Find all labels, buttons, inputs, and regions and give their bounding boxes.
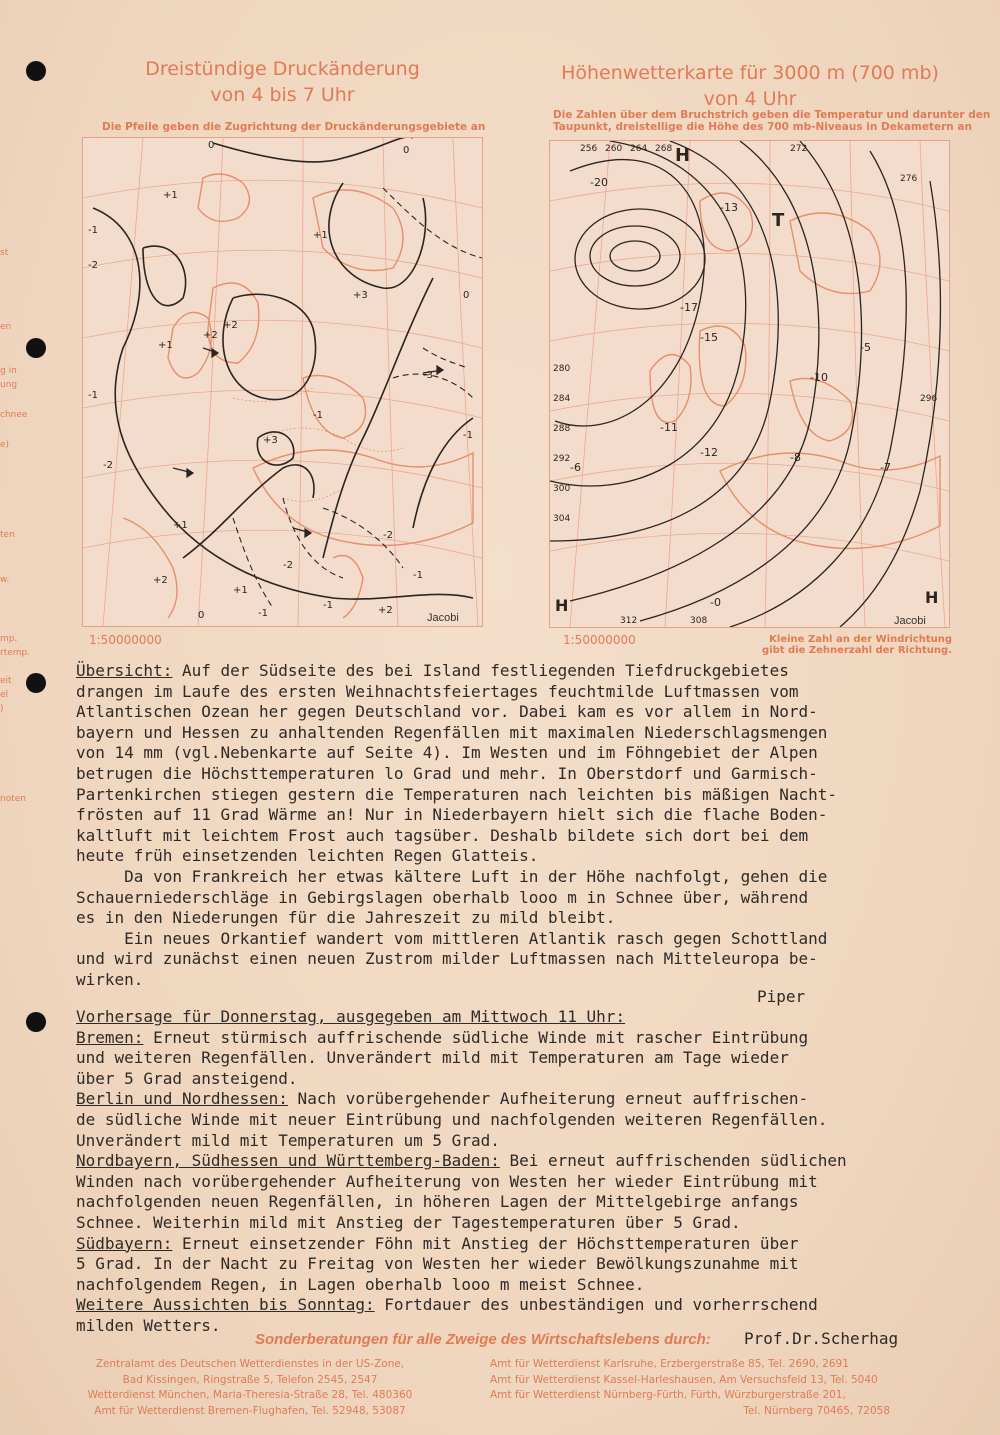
right-map-subtitle-line1: Die Zahlen über dem Bruchstrich geben die Temperatur und darunter den	[553, 109, 991, 121]
margin-note: el	[0, 690, 9, 700]
map-label: -2	[88, 260, 98, 271]
margin-note: en	[0, 322, 12, 332]
right-map-scale: 1:50000000	[563, 633, 636, 647]
map-label: 292	[553, 454, 571, 464]
map-label: 268	[655, 144, 673, 154]
left-map-scale: 1:50000000	[89, 633, 162, 647]
bremen-line: Erneut stürmisch auffrischende südliche Winde mit rascher Eintrübung	[143, 1027, 809, 1047]
pressure-symbols	[555, 145, 938, 615]
suedbayern-heading: Südbayern:	[76, 1233, 173, 1253]
map-label: -2	[283, 560, 293, 571]
map-label: -2	[103, 460, 113, 471]
map-label: -1	[88, 390, 98, 401]
margin-note: rtemp.	[0, 648, 31, 658]
overview-line: es in den Niederungen für die Jahreszeit zu mild bleibt.	[76, 908, 616, 928]
map-label: 264	[630, 144, 648, 154]
map-label: 0	[403, 145, 410, 156]
map-label: +2	[378, 605, 393, 616]
suedbayern-line: nachfolgendem Regen, in Lagen oberhalb looo m meist Schnee.	[76, 1274, 645, 1294]
left-map-credit: Jacobi	[427, 612, 459, 624]
map-label: 304	[553, 514, 571, 524]
map-label: 284	[553, 394, 571, 404]
margin-note: noten	[0, 794, 26, 804]
overview-line: Schauerniederschläge in Gebirgslagen oberhalb looo m in Schnee über, während	[76, 887, 809, 907]
map-label: -20	[590, 176, 608, 189]
punch-hole	[26, 1012, 46, 1032]
right-map-title-line2: von 4 Uhr	[703, 88, 797, 110]
margin-note: )	[0, 704, 4, 714]
high-pressure-symbol: H	[555, 596, 569, 615]
map-label: 260	[605, 144, 623, 154]
map-label: +2	[223, 320, 238, 331]
map-label: +2	[203, 330, 218, 341]
upper-air-map	[549, 140, 950, 628]
map-label: -12	[700, 446, 718, 459]
map-label: 256	[580, 144, 598, 154]
footer-heading: Sonderberatungen für alle Zweige des Wirtschaftslebens durch:	[255, 1331, 711, 1348]
margin-note: e)	[0, 440, 10, 450]
map-label: +2	[153, 575, 168, 586]
high-pressure-symbol: H	[675, 145, 691, 166]
berlin-line: Nach vorübergehender Aufheiterung erneut auffrischen-	[287, 1089, 809, 1109]
height-contours	[550, 141, 940, 627]
map-label: +3	[263, 435, 278, 446]
map-label: 280	[553, 364, 571, 374]
map-label: -15	[700, 331, 718, 344]
margin-note: ung	[0, 380, 18, 390]
map-label: -5	[860, 341, 871, 354]
map-label: +3	[353, 290, 368, 301]
overview-section	[76, 661, 976, 991]
map-label: +1	[173, 520, 188, 531]
dashed-isallobars	[233, 188, 482, 608]
pressure-change-map	[82, 137, 483, 627]
footer-right	[490, 1357, 890, 1419]
map-label: -1	[323, 600, 333, 611]
footer-line: Amt für Wetterdienst Nürnberg-Fürth, Fürth, Würzburgerstraße 201,	[490, 1389, 846, 1401]
overview-line: Ein neues Orkantief wandert vom mittleren Atlantik rasch gegen Schottland	[76, 928, 828, 948]
overview-line: bayern und Hessen zu anhaltenden Regenfällen mit maximalen Niederschlagsmengen	[76, 722, 828, 742]
overview-line: frösten auf 11 Grad Wärme an! Nur in Niederbayern hielt sich die flache Boden-	[76, 805, 828, 825]
map-grid	[83, 138, 482, 626]
margin-note: g in	[0, 366, 17, 376]
nordbayern-line: Schnee. Weiterhin mild mit Anstieg der Tagestemperaturen über 5 Grad.	[76, 1212, 741, 1232]
map-label: -1	[413, 570, 423, 581]
map-labels	[553, 144, 937, 626]
bremen-line: über 5 Grad ansteigend.	[76, 1068, 298, 1088]
coastlines	[123, 174, 473, 618]
footer-line: Tel. Nürnberg 70465, 72058	[743, 1404, 890, 1417]
margin-note: w.	[0, 575, 10, 585]
margin-note: mp.	[0, 634, 18, 644]
forecast-section	[76, 1007, 976, 1337]
outlook-heading: Weitere Aussichten bis Sonntag:	[76, 1295, 375, 1315]
map-label: -8	[790, 451, 801, 464]
punch-hole	[26, 673, 46, 693]
bremen-heading: Bremen:	[76, 1027, 144, 1047]
right-map-note	[720, 634, 952, 656]
punch-hole	[26, 338, 46, 358]
high-pressure-symbol: H	[925, 588, 939, 607]
nordbayern-heading: Nordbayern, Südhessen und Württemberg-Baden:	[76, 1151, 500, 1171]
right-map-note-line1: Kleine Zahl an der Windrichtung	[769, 634, 952, 645]
map-label: 312	[620, 616, 638, 626]
map-label: -0	[710, 596, 721, 609]
overview-line: kaltluft mit leichtem Frost auch tagsüber. Deshalb bildete sich dort bei dem	[76, 825, 809, 845]
outlook-line: milden Wetters.	[76, 1315, 221, 1335]
author-scherhag: Prof.Dr.Scherhag	[744, 1329, 899, 1348]
right-map-subtitle-line2: Taupunkt, dreistellige die Höhe des 700 mb-Niveaus in Dekametern an	[553, 121, 972, 133]
outlook-line: Fortdauer des unbeständigen und vorherrschend	[374, 1295, 818, 1315]
map-label: -2	[383, 530, 393, 541]
berlin-line: Unverändert mild mit Temperaturen um 5 Grad.	[76, 1130, 500, 1150]
overview-line: Atlantischen Ozean her gegen Deutschland vor. Dabei kam es vor allem in Nord-	[76, 702, 818, 722]
right-map-note-line2: gibt die Zehnerzahl der Richtung.	[762, 645, 952, 656]
footer-line: Amt für Wetterdienst Kassel-Harleshausen, Am Versuchsfeld 13, Tel. 5040	[490, 1373, 878, 1386]
right-map-title	[545, 60, 955, 112]
margin-note: ten	[0, 530, 15, 540]
map-label: 308	[690, 616, 708, 626]
low-pressure-symbol: T	[772, 210, 785, 231]
map-label: +1	[158, 340, 173, 351]
bremen-line: und weiteren Regenfällen. Unverändert mild mit Temperaturen am Tage wieder	[76, 1048, 789, 1068]
map-label: 300	[553, 484, 571, 494]
overview-line: Da von Frankreich her etwas kältere Luft in der Höhe nachfolgt, gehen die	[76, 866, 828, 886]
footer-line: Wetterdienst München, Maria-Theresia-Straße 28, Tel. 480360	[87, 1389, 413, 1401]
overview-line: von 14 mm (vgl.Nebenkarte auf Seite 4). Im Westen und im Föhngebiet der Alpen	[76, 743, 818, 763]
nordbayern-line: Bei erneut auffrischenden südlichen	[499, 1151, 847, 1171]
map-label: -13	[720, 201, 738, 214]
left-map-subtitle: Die Pfeile geben die Zugrichtung der Druckänderungsgebiete an	[102, 121, 486, 133]
footer-line: Amt für Wetterdienst Karlsruhe, Erzbergerstraße 85, Tel. 2690, 2691	[490, 1358, 849, 1370]
map-label: 276	[900, 174, 918, 184]
overview-line: wirken.	[76, 969, 144, 989]
overview-line: heute früh einsetzenden leichten Regen Glatteis.	[76, 846, 539, 866]
map-label: -6	[570, 461, 581, 474]
pressure-change-map-graphic	[83, 138, 482, 626]
map-label: -1	[88, 225, 98, 236]
overview-line: betrugen die Höchsttemperaturen lo Grad und mehr. In Oberstdorf und Garmisch-	[76, 763, 818, 783]
map-label: 272	[790, 144, 808, 154]
map-label: 0	[463, 290, 470, 301]
right-map-title-line1: Höhenwetterkarte für 3000 m (700 mb)	[561, 62, 939, 84]
berlin-heading: Berlin und Nordhessen:	[76, 1089, 288, 1109]
footer-left	[50, 1357, 450, 1419]
coastlines	[650, 193, 940, 549]
map-label: -3	[423, 370, 433, 381]
footer-line: Zentralamt des Deutschen Wetterdienstes in der US-Zone,	[95, 1358, 405, 1370]
right-map-credit: Jacobi	[894, 615, 926, 627]
map-label: +1	[233, 585, 248, 596]
suedbayern-line: 5 Grad. In der Nacht zu Freitag von Westen her wieder Bewölkungszunahme mit	[76, 1254, 799, 1274]
map-label: 288	[553, 424, 571, 434]
map-label: -1	[313, 410, 323, 421]
map-label: +1	[163, 190, 178, 201]
punch-hole	[26, 61, 46, 81]
margin-note: chnee	[0, 410, 28, 420]
left-map-title	[80, 56, 485, 108]
overview-line: Partenkirchen stiegen gestern die Temperaturen nach leichten bis mäßigen Nacht-	[76, 784, 837, 804]
map-label: 0	[198, 610, 205, 621]
margin-note: st	[0, 248, 9, 258]
map-label: -1	[463, 430, 473, 441]
left-map-title-line1: Dreistündige Druckänderung	[145, 58, 420, 80]
left-map-title-line2: von 4 bis 7 Uhr	[210, 84, 355, 106]
overview-line: und wird zunächst einen neuen Zustrom milder Luftmassen nach Mitteleuropa be-	[76, 949, 818, 969]
map-label: -11	[660, 421, 678, 434]
overview-line: drangen im Laufe des ersten Weihnachtsfeiertages feuchtmilde Luftmassen vom	[76, 681, 799, 701]
right-map-subtitle	[553, 109, 990, 133]
map-label: 0	[208, 140, 215, 151]
map-label: -1	[258, 608, 268, 619]
author-piper: Piper	[757, 987, 806, 1006]
map-label: -17	[680, 301, 698, 314]
map-labels	[88, 140, 473, 621]
isallobars	[93, 138, 473, 599]
overview-heading: Übersicht:	[76, 661, 173, 680]
nordbayern-line: Winden nach vorübergehender Aufheiterung von Westen her wieder Eintrübung mit	[76, 1171, 818, 1191]
map-label: 296	[920, 394, 938, 404]
suedbayern-line: Erneut einsetzender Föhn mit Anstieg der Höchsttemperaturen über	[172, 1233, 799, 1253]
berlin-line: de südliche Winde mit neuer Eintrübung und nachfolgenden weiteren Regenfällen.	[76, 1109, 828, 1129]
margin-note: eit	[0, 676, 12, 686]
footer-line: Bad Kissingen, Ringstraße 5, Telefon 2545, 2547	[122, 1373, 378, 1386]
nordbayern-line: nachfolgenden neuen Regenfällen, in höheren Lagen der Mittelgebirge anfangs	[76, 1192, 799, 1212]
map-label: -7	[880, 461, 891, 474]
upper-air-map-graphic	[550, 141, 949, 627]
map-label: +1	[313, 230, 328, 241]
map-label: -10	[810, 371, 828, 384]
overview-line: Auf der Südseite des bei Island festliegenden Tiefdruckgebietes	[172, 661, 789, 680]
forecast-heading: Vorhersage für Donnerstag, ausgegeben am Mittwoch 11 Uhr:	[76, 1007, 626, 1026]
footer-line: Amt für Wetterdienst Bremen-Flughafen, Tel. 52948, 53087	[94, 1404, 406, 1417]
